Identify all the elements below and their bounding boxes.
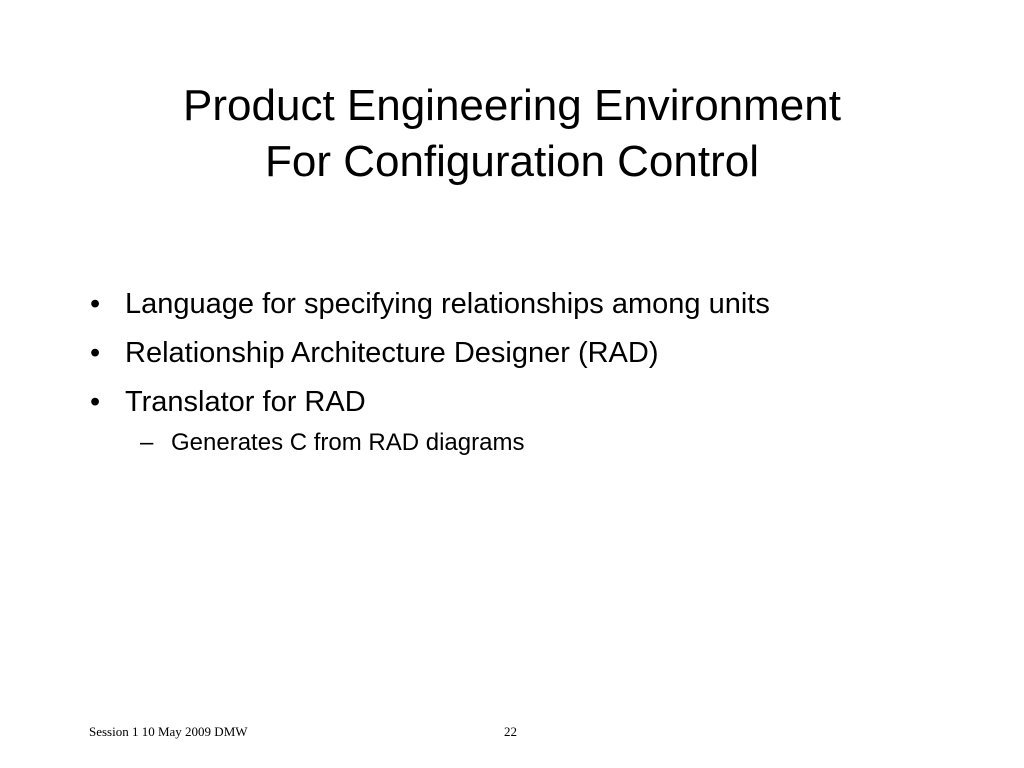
sub-bullet-text: Generates C from RAD diagrams: [171, 429, 525, 456]
sub-bullet-item: [90, 428, 970, 458]
page-number: 22: [504, 724, 517, 739]
bullet-list: [90, 287, 970, 458]
bullet-text: Translator for RAD: [125, 386, 366, 418]
bullet-text: Language for specifying relationships among units: [125, 288, 770, 320]
slide-title: [0, 78, 1024, 190]
title-line-1: Product Engineering Environment: [183, 81, 841, 130]
bullet-marker: •: [90, 386, 101, 418]
bullet-item: [90, 287, 970, 336]
footer-session-text: Session 1 10 May 2009 DMW: [89, 724, 248, 739]
sub-bullet-marker: –: [140, 429, 154, 456]
title-line-2: For Configuration Control: [264, 137, 759, 186]
bullet-marker: •: [90, 337, 101, 369]
bullet-marker: •: [90, 288, 101, 320]
bullet-text: Relationship Architecture Designer (RAD): [125, 337, 659, 369]
bullet-item: [90, 385, 970, 434]
bullet-item: [90, 336, 970, 385]
